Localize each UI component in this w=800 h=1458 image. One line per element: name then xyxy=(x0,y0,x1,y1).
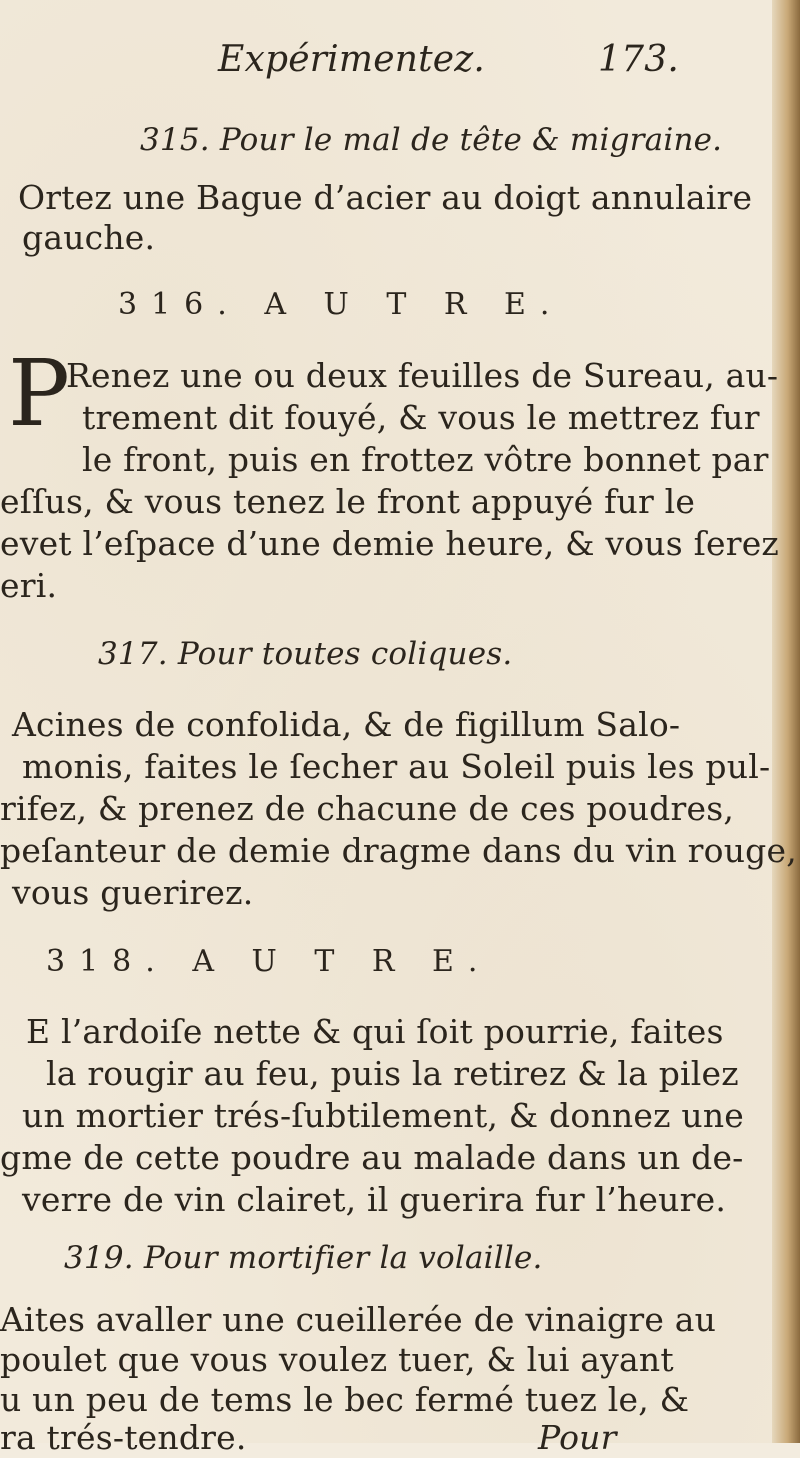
text-line: vous guerirez. xyxy=(12,873,254,912)
text-line: poulet que vous voulez tuer, & lui ayant xyxy=(0,1340,674,1379)
text-line: Aites avaller une cueillerée de vinaigre au xyxy=(0,1300,717,1339)
heading-317: 317. Pour toutes coliques. xyxy=(98,636,513,672)
text-line: gauche. xyxy=(22,218,156,257)
running-header-title: Expérimentez. xyxy=(218,39,486,80)
text-line: eſſus, & vous tenez le front appuyé fur le xyxy=(0,482,696,521)
text-line: la rougir au feu, puis la retirez & la pilez xyxy=(46,1054,739,1093)
drop-cap: P xyxy=(8,340,70,447)
text-line: Renez une ou deux feuilles de Sureau, au- xyxy=(66,356,779,395)
catchword: Pour xyxy=(538,1418,617,1457)
text-line: peſanteur de demie dragme dans du vin rouge, xyxy=(0,831,797,870)
heading-316: 316. A U T R E. xyxy=(118,287,564,322)
text-line: eri. xyxy=(0,566,58,605)
heading-315: 315. Pour le mal de tête & migraine. xyxy=(140,122,723,158)
text-line: u un peu de tems le bec fermé tuez le, & xyxy=(0,1380,690,1419)
page-edge xyxy=(772,0,800,1443)
text-line: trement dit fouyé, & vous le mettrez fur xyxy=(82,398,760,437)
heading-318: 318. A U T R E. xyxy=(46,944,492,979)
text-line: ra trés-tendre. xyxy=(0,1418,247,1457)
heading-319: 319. Pour mortifier la volaille. xyxy=(64,1240,543,1276)
text-line: Ortez une Bague d’acier au doigt annulaire xyxy=(18,178,753,217)
text-line: Acines de confolida, & de figillum Salo- xyxy=(12,705,681,744)
text-line: un mortier trés-ſubtilement, & donnez une xyxy=(22,1096,745,1135)
text-line: monis, faites le ſecher au Soleil puis les pul- xyxy=(22,747,771,786)
text-line: rifez, & prenez de chacune de ces poudres, xyxy=(0,789,735,828)
text-line: evet l’eſpace d’une demie heure, & vous ſerez xyxy=(0,524,780,563)
text-line: le front, puis en frottez vôtre bonnet par xyxy=(82,440,769,479)
text-line: E l’ardoiſe nette & qui ſoit pourrie, faites xyxy=(26,1012,724,1051)
text-line: verre de vin clairet, il guerira fur l’heure. xyxy=(22,1180,727,1219)
text-line: gme de cette poudre au malade dans un de- xyxy=(0,1138,744,1177)
page-number: 173. xyxy=(598,39,679,80)
